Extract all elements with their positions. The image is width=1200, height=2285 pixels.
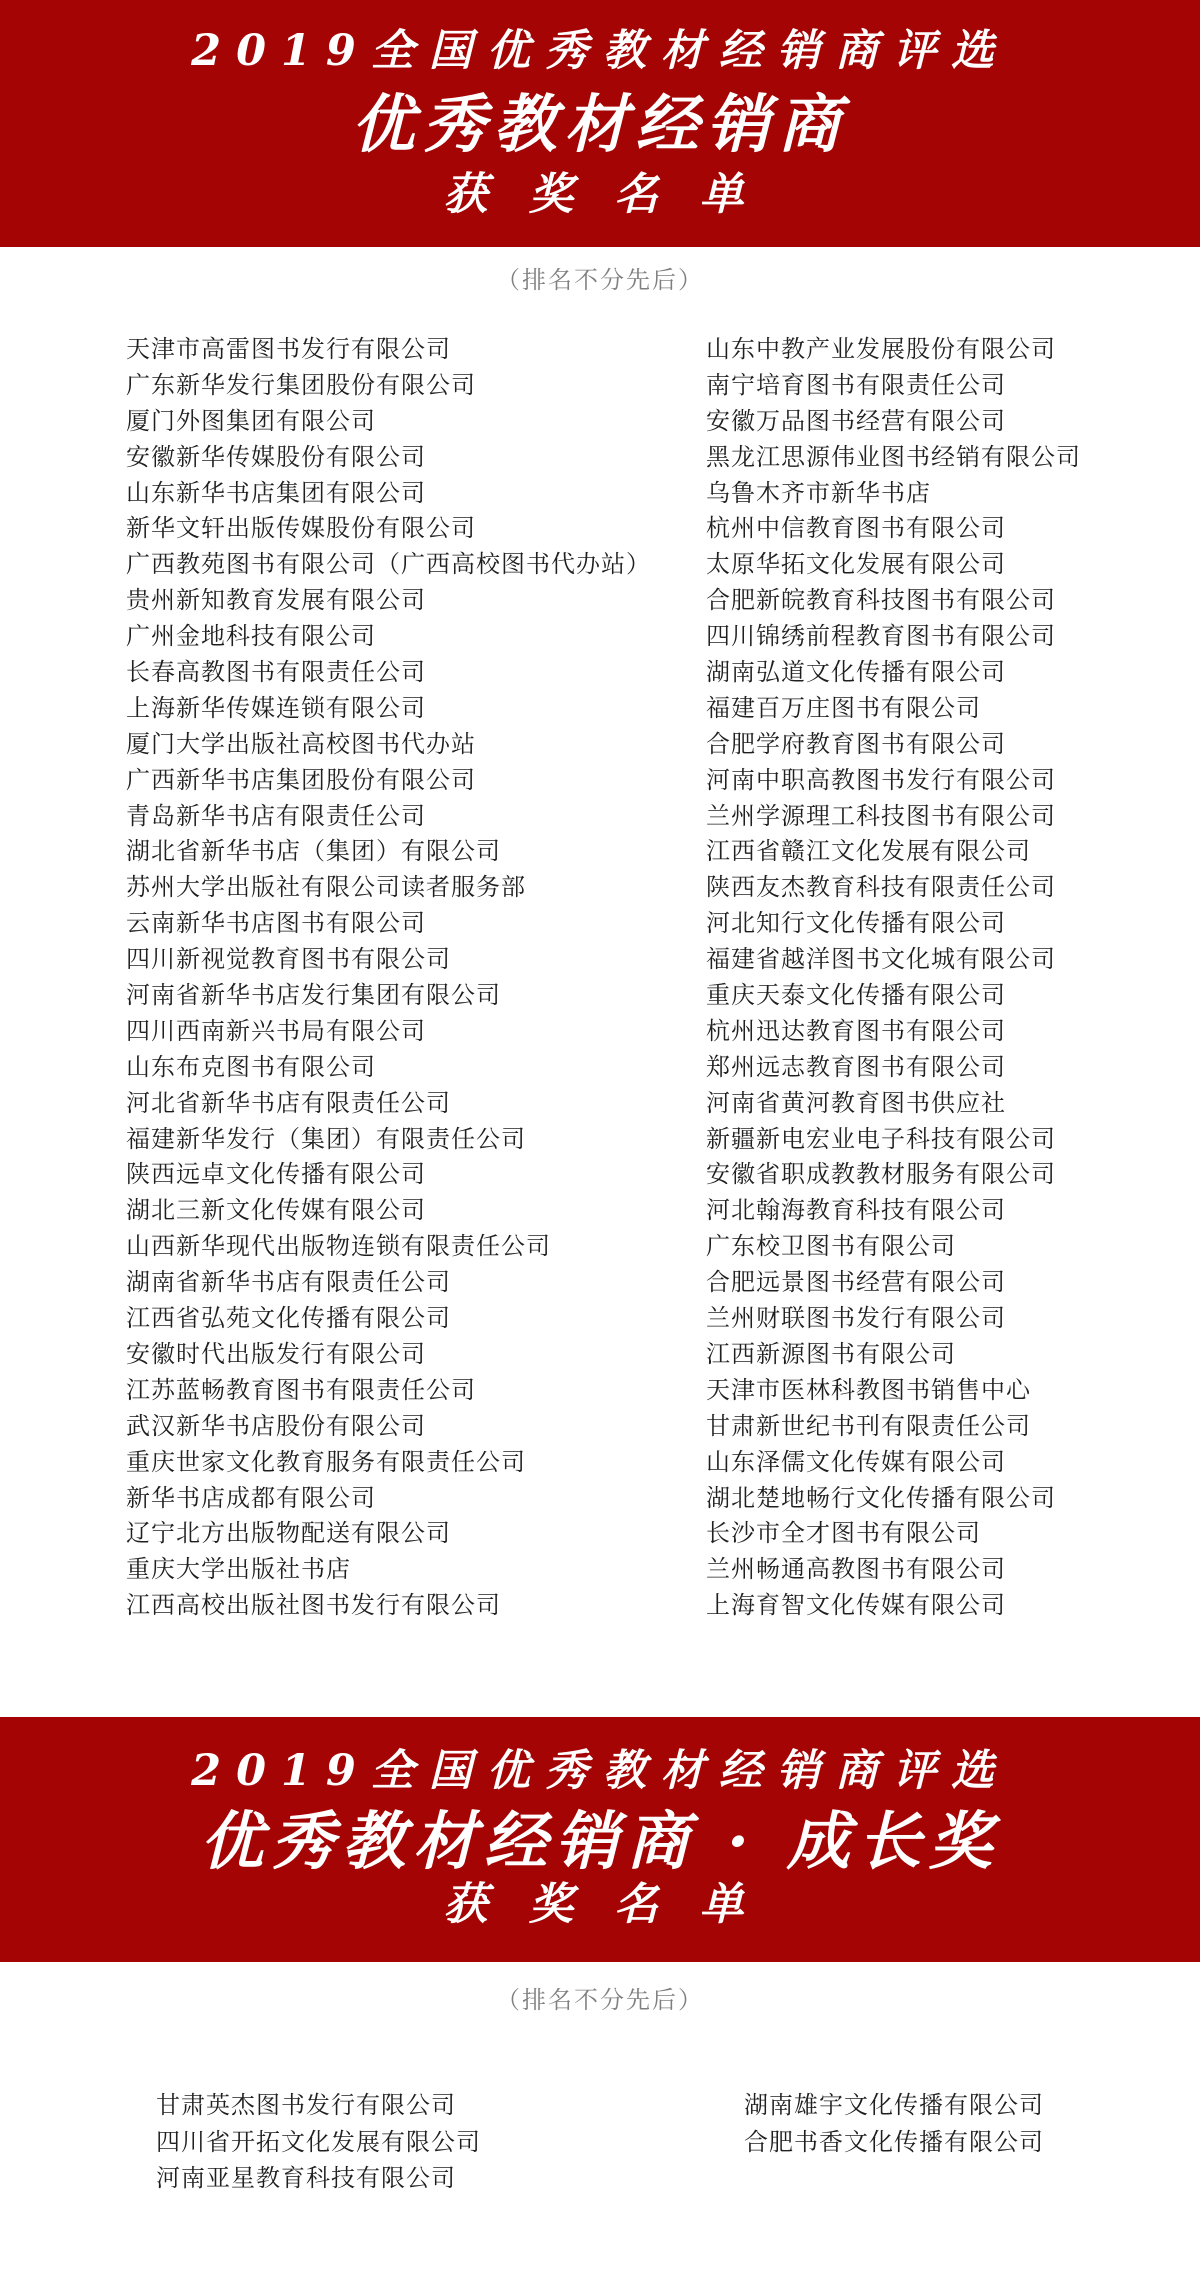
winner-list-item: 广东新华发行集团股份有限公司: [126, 370, 476, 399]
winner-list-item: 南宁培育图书有限责任公司: [706, 370, 1006, 399]
winner-list-item: 山东布克图书有限公司: [126, 1052, 376, 1081]
winner-list-item: 广西教苑图书有限公司（广西高校图书代办站）: [126, 550, 651, 579]
ranking-note-growth: （排名不分先后）: [496, 1986, 704, 2014]
growth-winners-right-column: [744, 2087, 1044, 2160]
growth-award-category-title: 优秀教材经销商 · 成长奖: [200, 1804, 1000, 1878]
winner-list-item: 湖南雄宇文化传播有限公司: [744, 2091, 1044, 2119]
main-winners-right-column: [706, 332, 1081, 1624]
winner-list-item: 江西新源图书有限公司: [706, 1339, 956, 1368]
winner-list-item: 长沙市全才图书有限公司: [706, 1519, 981, 1548]
winner-list-item: 乌鲁木齐市新华书店: [706, 478, 931, 507]
winner-list-item: 云南新华书店图书有限公司: [126, 909, 426, 938]
winner-list-item: 河南亚星教育科技有限公司: [156, 2164, 456, 2192]
winner-list-item: 山东新华书店集团有限公司: [126, 478, 426, 507]
winner-list-item: 陕西远卓文化传播有限公司: [126, 1160, 426, 1189]
winner-list-item: 杭州迅达教育图书有限公司: [706, 1016, 1006, 1045]
winner-list-item: 陕西友杰教育科技有限责任公司: [706, 873, 1056, 902]
winner-list-item: 江西高校出版社图书发行有限公司: [126, 1591, 501, 1620]
winner-list-item: 太原华拓文化发展有限公司: [706, 550, 1006, 579]
winner-list-item: 江西省赣江文化发展有限公司: [706, 837, 1031, 866]
winner-list-item: 福建省越洋图书文化城有限公司: [706, 945, 1056, 974]
growth-award-banner: [0, 1717, 1200, 1962]
winner-list-item: 新华书店成都有限公司: [126, 1483, 376, 1512]
winner-list-item: 兰州学源理工科技图书有限公司: [706, 801, 1056, 830]
winner-list-item: 河北翰海教育科技有限公司: [706, 1196, 1006, 1225]
winner-list-item: 杭州中信教育图书有限公司: [706, 514, 1006, 543]
growth-winners-left-column: [156, 2087, 481, 2197]
winner-list-item: 贵州新知教育发展有限公司: [126, 586, 426, 615]
winner-list-item: 四川西南新兴书局有限公司: [126, 1016, 426, 1045]
winner-list-item: 合肥远景图书经营有限公司: [706, 1268, 1006, 1297]
winner-list-item: 苏州大学出版社有限公司读者服务部: [126, 873, 526, 902]
winner-list-item: 辽宁北方出版物配送有限公司: [126, 1519, 451, 1548]
winner-list-item: 广东校卫图书有限公司: [706, 1232, 956, 1261]
main-winners-left-column: [126, 332, 651, 1624]
winner-list-item: 河北省新华书店有限责任公司: [126, 1088, 451, 1117]
winner-list-item: 合肥书香文化传播有限公司: [744, 2127, 1044, 2156]
winner-list-item: 上海新华传媒连锁有限公司: [126, 693, 426, 722]
winner-list-item: 天津市高雷图书发行有限公司: [126, 335, 451, 363]
winner-list-item: 重庆天泰文化传播有限公司: [706, 981, 1006, 1010]
winner-list-item: 新华文轩出版传媒股份有限公司: [126, 514, 476, 543]
winner-list-item: 湖南弘道文化传播有限公司: [706, 658, 1006, 687]
winner-list-item: 四川新视觉教育图书有限公司: [126, 945, 451, 974]
winner-list-item: 天津市医林科教图书销售中心: [706, 1375, 1031, 1404]
winner-list-item: 安徽万品图书经营有限公司: [706, 406, 1006, 435]
winner-list-item: 重庆大学出版社书店: [126, 1555, 351, 1584]
winner-list-item: 山东泽儒文化传媒有限公司: [706, 1447, 1006, 1476]
winner-list-item: 甘肃英杰图书发行有限公司: [156, 2091, 456, 2119]
winner-list-item: 广西新华书店集团股份有限公司: [126, 765, 476, 794]
winner-list-item: 山西新华现代出版物连锁有限责任公司: [126, 1232, 551, 1261]
event-title-growth: 2019全国优秀教材经销商评选: [191, 1746, 1009, 1796]
winner-list-item: 湖北楚地畅行文化传播有限公司: [706, 1483, 1056, 1512]
winner-list-item: 湖北三新文化传媒有限公司: [126, 1196, 426, 1225]
winner-list-item: 厦门大学出版社高校图书代办站: [126, 729, 476, 758]
award-list-label: 获 奖 名 单: [443, 169, 757, 220]
winner-list-item: 河南中职高教图书发行有限公司: [706, 765, 1056, 794]
winner-list-item: 重庆世家文化教育服务有限责任公司: [126, 1447, 526, 1476]
winner-list-item: 山东中教产业发展股份有限公司: [706, 335, 1056, 363]
winner-list-item: 兰州财联图书发行有限公司: [706, 1304, 1006, 1333]
winner-list-item: 安徽时代出版发行有限公司: [126, 1339, 426, 1368]
winner-list-item: 河北知行文化传播有限公司: [706, 909, 1006, 938]
winner-list-item: 上海育智文化传媒有限公司: [706, 1591, 1006, 1620]
winner-list-item: 福建百万庄图书有限公司: [706, 693, 981, 722]
winner-list-item: 郑州远志教育图书有限公司: [706, 1052, 1006, 1081]
winner-list-item: 河南省黄河教育图书供应社: [706, 1088, 1006, 1117]
winner-list-item: 广州金地科技有限公司: [126, 622, 376, 651]
winner-list-item: 安徽省职成教教材服务有限公司: [706, 1160, 1056, 1189]
ranking-note-main: （排名不分先后）: [496, 266, 704, 294]
award-list-label-growth: 获 奖 名 单: [443, 1879, 757, 1930]
winner-list-item: 湖北省新华书店（集团）有限公司: [126, 837, 501, 866]
winner-list-item: 合肥学府教育图书有限公司: [706, 729, 1006, 758]
winner-list-item: 四川锦绣前程教育图书有限公司: [706, 622, 1056, 651]
winner-list-item: 武汉新华书店股份有限公司: [126, 1411, 426, 1440]
winner-list-item: 河南省新华书店发行集团有限公司: [126, 981, 501, 1010]
winner-list-item: 兰州畅通高教图书有限公司: [706, 1555, 1006, 1584]
award-category-title: 优秀教材经销商: [351, 87, 849, 161]
winner-list-item: 福建新华发行（集团）有限责任公司: [126, 1124, 526, 1153]
winner-list-item: 青岛新华书店有限责任公司: [126, 801, 426, 830]
winner-list-item: 湖南省新华书店有限责任公司: [126, 1268, 451, 1297]
main-award-banner: [0, 0, 1200, 247]
winner-list-item: 甘肃新世纪书刊有限责任公司: [706, 1411, 1031, 1440]
winner-list-item: 安徽新华传媒股份有限公司: [126, 442, 426, 471]
winner-list-item: 江苏蓝畅教育图书有限责任公司: [126, 1375, 476, 1404]
winner-list-item: 厦门外图集团有限公司: [126, 406, 376, 435]
winner-list-item: 合肥新皖教育科技图书有限公司: [706, 586, 1056, 615]
winner-list-item: 四川省开拓文化发展有限公司: [156, 2127, 481, 2156]
winner-list-item: 黑龙江思源伟业图书经销有限公司: [706, 442, 1081, 471]
winner-list-item: 长春高教图书有限责任公司: [126, 658, 426, 687]
winner-list-item: 新疆新电宏业电子科技有限公司: [706, 1124, 1056, 1153]
event-title: 2019全国优秀教材经销商评选: [191, 26, 1009, 76]
winner-list-item: 江西省弘苑文化传播有限公司: [126, 1304, 451, 1333]
